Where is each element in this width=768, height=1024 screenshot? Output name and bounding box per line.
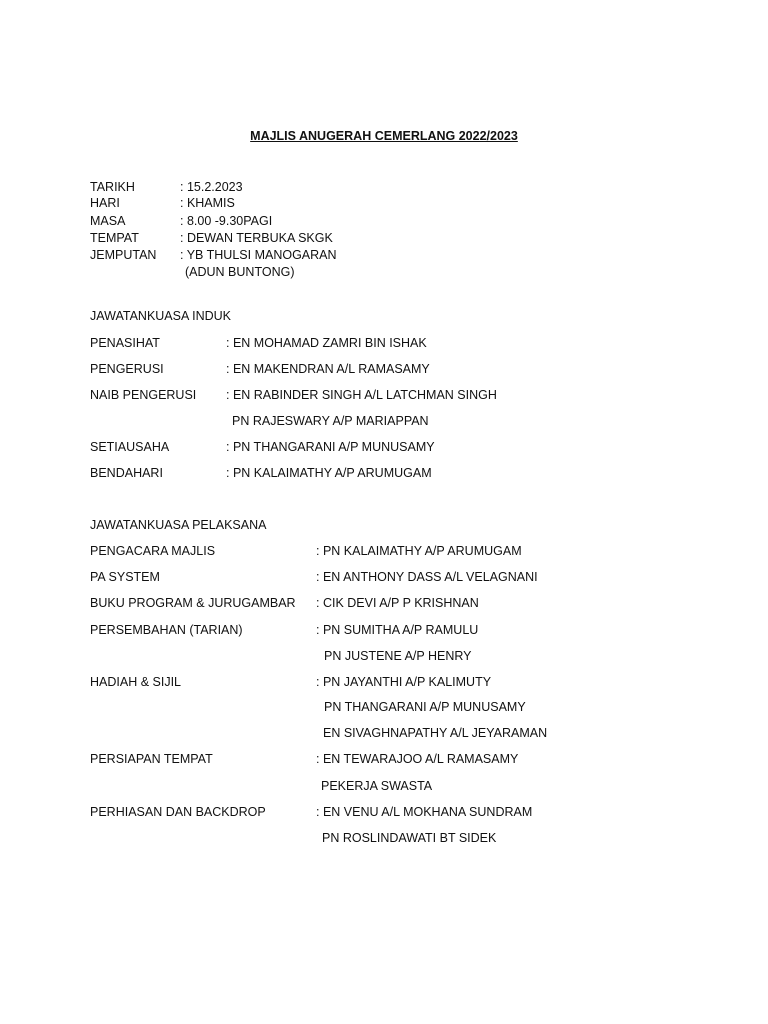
document-title: MAJLIS ANUGERAH CEMERLANG 2022/2023 — [250, 129, 518, 143]
info-value: (ADUN BUNTONG) — [185, 265, 295, 279]
role-value: : EN ANTHONY DASS A/L VELAGNANI — [316, 570, 538, 584]
role-value: : PN JAYANTHI A/P KALIMUTY — [316, 675, 492, 689]
role-value: PN RAJESWARY A/P MARIAPPAN — [232, 414, 429, 428]
info-label: HARI — [90, 196, 120, 210]
role-label: BUKU PROGRAM & JURUGAMBAR — [90, 596, 296, 610]
role-value: PEKERJA SWASTA — [321, 779, 433, 793]
role-value: : EN RABINDER SINGH A/L LATCHMAN SINGH — [226, 388, 497, 402]
role-value: : EN VENU A/L MOKHANA SUNDRAM — [316, 805, 533, 819]
role-label: PERSEMBAHAN (TARIAN) — [90, 623, 243, 637]
role-value: : PN THANGARANI A/P MUNUSAMY — [226, 440, 435, 454]
role-label: PA SYSTEM — [90, 570, 160, 584]
role-label: SETIAUSAHA — [90, 440, 170, 454]
info-value: : 8.00 -9.30PAGI — [180, 214, 273, 228]
role-value: PN JUSTENE A/P HENRY — [324, 649, 472, 663]
role-value: PN THANGARANI A/P MUNUSAMY — [324, 700, 526, 714]
info-label: TARIKH — [90, 180, 135, 194]
role-label: PENGACARA MAJLIS — [90, 544, 216, 558]
role-label: BENDAHARI — [90, 466, 163, 480]
role-label: PERSIAPAN TEMPAT — [90, 752, 213, 766]
role-label: HADIAH & SIJIL — [90, 675, 181, 689]
info-value: : YB THULSI MANOGARAN — [180, 248, 337, 262]
info-label: MASA — [90, 214, 126, 228]
role-label: PERHIASAN DAN BACKDROP — [90, 805, 266, 819]
role-label: PENGERUSI — [90, 362, 164, 376]
info-label: JEMPUTAN — [90, 248, 157, 262]
info-value: : DEWAN TERBUKA SKGK — [180, 231, 333, 245]
role-value: : CIK DEVI A/P P KRISHNAN — [316, 596, 479, 610]
role-value: : PN KALAIMATHY A/P ARUMUGAM — [316, 544, 522, 558]
induk-heading: JAWATANKUASA INDUK — [90, 309, 231, 323]
role-label: PENASIHAT — [90, 336, 160, 350]
role-value: : EN TEWARAJOO A/L RAMASAMY — [316, 752, 519, 766]
role-value: EN SIVAGHNAPATHY A/L JEYARAMAN — [323, 726, 548, 740]
info-value: : 15.2.2023 — [180, 180, 243, 194]
info-label: TEMPAT — [90, 231, 139, 245]
role-value: : PN KALAIMATHY A/P ARUMUGAM — [226, 466, 432, 480]
info-value: : KHAMIS — [180, 196, 235, 210]
role-value: : EN MAKENDRAN A/L RAMASAMY — [226, 362, 430, 376]
pelaksana-heading: JAWATANKUASA PELAKSANA — [90, 518, 267, 532]
role-value: : PN SUMITHA A/P RAMULU — [316, 623, 479, 637]
role-value: : EN MOHAMAD ZAMRI BIN ISHAK — [226, 336, 427, 350]
role-label: NAIB PENGERUSI — [90, 388, 197, 402]
role-value: PN ROSLINDAWATI BT SIDEK — [322, 831, 497, 845]
